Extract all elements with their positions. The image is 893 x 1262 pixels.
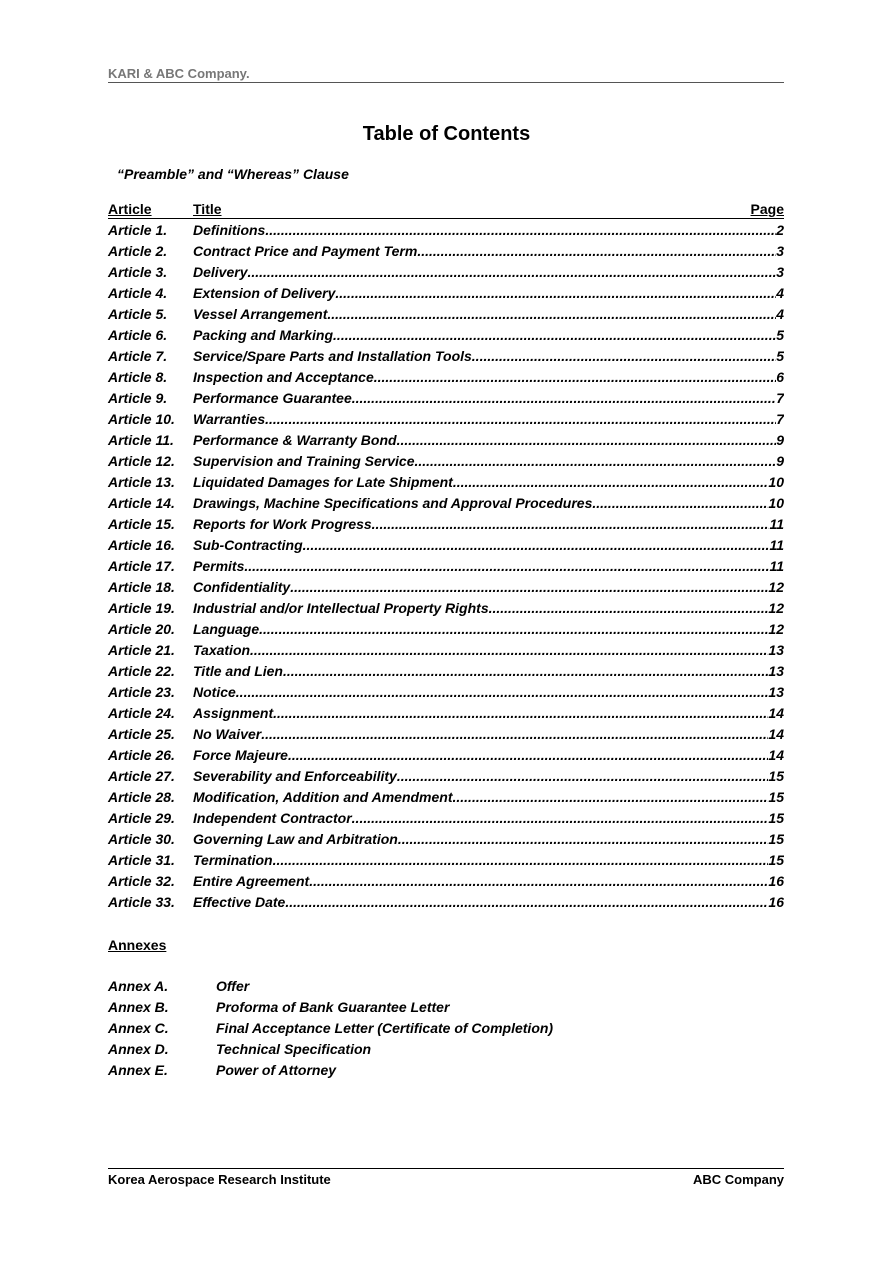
toc-leader-dots [261,724,768,745]
toc-page-number: 3 [776,264,784,280]
toc-leader-dots [250,640,768,661]
toc-page-number: 9 [776,453,784,469]
toc-article-title: Governing Law and Arbitration [193,831,398,847]
toc-article-title: Assignment [193,705,274,721]
toc-entry[interactable] [108,346,784,367]
annex-id: Annex C. [108,1020,169,1036]
toc-page-number: 15 [768,768,784,784]
toc-leader-dots [244,556,769,577]
toc-article-number: Article 31. [108,852,175,868]
toc-article-title: Extension of Delivery [193,285,336,301]
toc-article-title: Warranties [193,411,266,427]
toc-page-number: 12 [768,621,784,637]
toc-entry[interactable] [108,220,784,241]
toc-article-title: Supervision and Training Service [193,453,415,469]
toc-leader-dots [327,304,776,325]
toc-article-number: Article 5. [108,306,168,322]
toc-page-number: 16 [768,894,784,910]
toc-page-number: 4 [776,306,784,322]
toc-leader-dots [288,745,768,766]
toc-article-number: Article 32. [108,873,175,889]
annex-entry[interactable] [108,1060,708,1081]
toc-page-number: 11 [769,516,784,532]
toc-article-title: Reports for Work Progress [193,516,372,532]
toc-entry[interactable] [108,682,784,703]
toc-article-title: Confidentiality [193,579,291,595]
toc-article-number: Article 4. [108,285,168,301]
toc-article-number: Article 14. [108,495,175,511]
column-page-label: Page [750,201,784,217]
toc-page-number: 15 [768,852,784,868]
toc-leader-dots [453,787,769,808]
toc-page-number: 9 [776,432,784,448]
toc-entry[interactable] [108,871,784,892]
toc-leader-dots [265,409,776,430]
toc-article-title: Industrial and/or Intellectual Property Rights [193,600,489,616]
toc-article-number: Article 23. [108,684,175,700]
toc-article-title: Service/Spare Parts and Installation Tools [193,348,472,364]
annex-entry[interactable] [108,1018,708,1039]
toc-page-number: 3 [776,243,784,259]
annex-entry[interactable] [108,997,708,1018]
toc-page-number: 13 [768,642,784,658]
toc-page-number: 11 [769,558,784,574]
toc-article-number: Article 18. [108,579,175,595]
toc-entry[interactable] [108,241,784,262]
toc-entry[interactable] [108,598,784,619]
toc-entry[interactable] [108,262,784,283]
toc-article-title: Entire Agreement [193,873,310,889]
toc-entry[interactable] [108,409,784,430]
toc-entry[interactable] [108,514,784,535]
toc-leader-dots [414,451,776,472]
toc-entry[interactable] [108,325,784,346]
toc-leader-dots [489,598,769,619]
toc-article-title: Termination [193,852,273,868]
toc-article-number: Article 28. [108,789,175,805]
toc-leader-dots [472,346,776,367]
toc-leader-dots [273,703,768,724]
toc-article-title: Force Majeure [193,747,288,763]
toc-entry[interactable] [108,493,784,514]
toc-leader-dots [265,220,776,241]
toc-entry[interactable] [108,283,784,304]
toc-article-number: Article 8. [108,369,168,385]
toc-article-number: Article 13. [108,474,175,490]
toc-entry[interactable] [108,829,784,850]
toc-page-number: 5 [776,348,784,364]
toc-page-number: 13 [768,663,784,679]
toc-entry[interactable] [108,556,784,577]
footer-right-text: ABC Company [692,1172,784,1187]
toc-entry[interactable] [108,472,784,493]
toc-entry[interactable] [108,577,784,598]
toc-leader-dots [309,871,768,892]
toc-article-number: Article 16. [108,537,175,553]
toc-article-title: Language [193,621,260,637]
annex-title: Proforma of Bank Guarantee Letter [216,999,450,1015]
column-title-label: Title [193,201,222,217]
page-title: Table of Contents [362,123,531,145]
toc-page-number: 11 [769,537,784,553]
toc-page-number: 15 [768,831,784,847]
annex-entry[interactable] [108,1039,708,1060]
toc-article-title: Title and Lien [193,663,283,679]
toc-article-title: Permits [193,558,245,574]
toc-article-title: Contract Price and Payment Term [193,243,418,259]
toc-leader-dots [398,829,769,850]
toc-entry[interactable] [108,367,784,388]
toc-entry[interactable] [108,892,784,913]
toc-article-number: Article 15. [108,516,175,532]
toc-leader-dots [247,262,776,283]
toc-leader-dots [303,535,770,556]
toc-leader-dots [374,367,776,388]
toc-entry[interactable] [108,850,784,871]
toc-entry[interactable] [108,766,784,787]
toc-article-number: Article 7. [108,348,168,364]
toc-page-number: 13 [768,684,784,700]
toc-article-title: Modification, Addition and Amendment [193,789,453,805]
toc-page-number: 14 [768,747,784,763]
toc-leader-dots [283,661,768,682]
toc-leader-dots [592,493,768,514]
toc-article-number: Article 20. [108,621,175,637]
annex-id: Annex A. [108,978,169,994]
toc-leader-dots [285,892,768,913]
toc-page-number: 5 [776,327,784,343]
toc-page-number: 7 [776,411,784,427]
annex-title: Power of Attorney [216,1062,337,1078]
toc-leader-dots [273,850,769,871]
toc-article-number: Article 22. [108,663,175,679]
toc-leader-dots [352,808,769,829]
toc-article-title: Sub-Contracting [193,537,303,553]
toc-article-title: Vessel Arrangement [193,306,328,322]
toc-leader-dots [290,577,768,598]
toc-article-title: Performance Guarantee [193,390,352,406]
toc-article-number: Article 33. [108,894,175,910]
toc-page-number: 7 [776,390,784,406]
column-article-label: Article [108,201,152,217]
annex-list [108,976,708,1081]
toc-article-title: Definitions [193,222,266,238]
toc-entry[interactable] [108,388,784,409]
toc-page-number: 14 [768,705,784,721]
toc-article-number: Article 2. [108,243,168,259]
toc-entry[interactable] [108,304,784,325]
toc-leader-dots [397,430,777,451]
toc-article-number: Article 12. [108,453,175,469]
toc-entry[interactable] [108,535,784,556]
toc-article-number: Article 30. [108,831,175,847]
toc-entry[interactable] [108,703,784,724]
toc-article-number: Article 1. [108,222,168,238]
toc-article-title: Delivery [193,264,248,280]
annexes-heading: Annexes [108,937,167,953]
toc-article-title: Taxation [193,642,251,658]
toc-page-number: 12 [768,579,784,595]
toc-article-number: Article 19. [108,600,175,616]
toc-entry[interactable] [108,808,784,829]
toc-entry[interactable] [108,724,784,745]
toc-article-title: Liquidated Damages for Late Shipment [193,474,453,490]
toc-article-title: Inspection and Acceptance [193,369,374,385]
annex-entry[interactable] [108,976,708,997]
toc-article-title: Independent Contractor [193,810,352,826]
toc-article-number: Article 29. [108,810,175,826]
toc-leader-dots [259,619,768,640]
toc-article-number: Article 21. [108,642,175,658]
toc-article-number: Article 26. [108,747,175,763]
toc-page-number: 10 [768,474,784,490]
annex-title: Technical Specification [216,1041,372,1057]
toc-page-number: 15 [768,810,784,826]
toc-article-title: No Waiver [193,726,262,742]
toc-article-number: Article 6. [108,327,168,343]
toc-leader-dots [333,325,776,346]
toc-article-title: Packing and Marking [193,327,334,343]
toc-leader-dots [372,514,770,535]
toc-article-number: Article 3. [108,264,168,280]
toc-leader-dots [236,682,769,703]
toc-page-number: 4 [776,285,784,301]
toc-entry[interactable] [108,430,784,451]
toc-page-number: 15 [768,789,784,805]
toc-page-number: 12 [768,600,784,616]
page-header: KARI & ABC Company. [108,66,784,83]
toc-page-number: 16 [768,873,784,889]
toc-leader-dots [397,766,769,787]
toc-article-title: Severability and Enforceability [193,768,397,784]
toc-entry[interactable] [108,640,784,661]
toc-article-number: Article 25. [108,726,175,742]
toc-list [108,220,784,913]
footer-left-text: Korea Aerospace Research Institute [108,1172,331,1187]
page-footer [108,1168,784,1188]
toc-article-title: Drawings, Machine Specifications and Approval Procedures [193,495,593,511]
toc-article-number: Article 11. [108,432,174,448]
toc-leader-dots [453,472,769,493]
annex-title: Offer [216,978,250,994]
toc-page-number: 6 [776,369,784,385]
toc-article-number: Article 27. [108,768,175,784]
annex-id: Annex B. [108,999,169,1015]
toc-leader-dots [335,283,776,304]
toc-page-number: 2 [776,222,784,238]
toc-article-title: Notice [193,684,236,700]
toc-page-number: 14 [768,726,784,742]
annex-title: Final Acceptance Letter (Certificate of Completion) [216,1020,554,1036]
toc-entry[interactable] [108,451,784,472]
toc-article-number: Article 17. [108,558,175,574]
toc-article-number: Article 24. [108,705,175,721]
toc-article-number: Article 10. [108,411,175,427]
annex-id: Annex D. [108,1041,169,1057]
toc-entry[interactable] [108,661,784,682]
preamble-clause: “Preamble” and “Whereas” Clause [117,166,349,182]
toc-page-number: 10 [768,495,784,511]
toc-leader-dots [417,241,776,262]
toc-entry[interactable] [108,745,784,766]
annex-id: Annex E. [108,1062,168,1078]
toc-article-number: Article 9. [108,390,168,406]
toc-column-header [108,201,784,219]
toc-entry[interactable] [108,787,784,808]
toc-article-title: Performance & Warranty Bond [193,432,397,448]
toc-entry[interactable] [108,619,784,640]
toc-leader-dots [352,388,776,409]
toc-article-title: Effective Date [193,894,286,910]
